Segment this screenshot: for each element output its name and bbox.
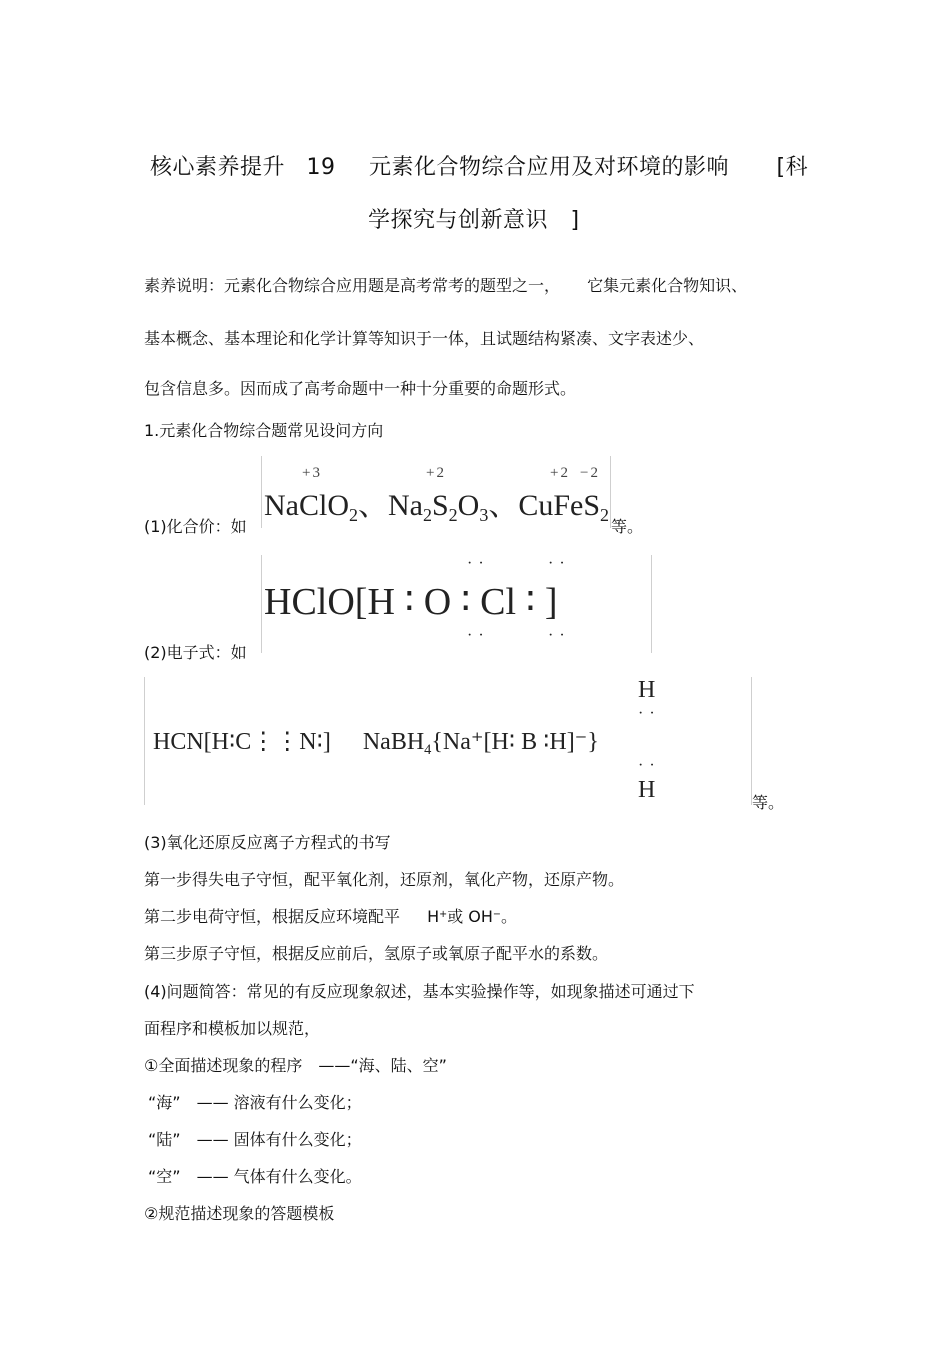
- item3-step2: 第二步电荷守恒，根据反应环境配平 H+或 OH−。: [144, 907, 517, 926]
- item2-label: (2)电子式：如: [144, 643, 247, 662]
- item4-sea: “海” —— 溶液有什么变化；: [148, 1093, 362, 1112]
- item4-procedure: ①全面描述现象的程序 ——“海、陆、空”: [144, 1056, 447, 1075]
- title-part-b: 元素化合物综合应用及对环境的影响: [369, 155, 730, 180]
- formula-text: NaClO$_2$、$Na_2S_2O_3$、CuFeS$_2$: [264, 489, 610, 526]
- hclo-text: [264, 579, 558, 624]
- hcn-structure: HCN[H∶C⋮⋮N∶]: [153, 729, 331, 755]
- item4-air: “空” —— 气体有什么变化。: [148, 1167, 362, 1186]
- title-number: 19: [306, 155, 336, 180]
- dots-cl-bottom: ··: [548, 627, 571, 644]
- step2-h-ion: H: [427, 907, 440, 926]
- title-part-c: [科: [776, 155, 809, 180]
- oxidation-state-formula: [261, 456, 611, 528]
- item3-step1: 第一步得失电子守恒，配平氧化剂，还原剂，氧化产物，还原产物。: [144, 870, 625, 889]
- dots-o-top: ··: [467, 555, 490, 572]
- ox-state-s: +2: [426, 465, 446, 481]
- item3-step3: 第三步原子守恒，根据反应前后，氢原子或氧原子配平水的系数。: [144, 944, 609, 963]
- intro-line-1b: 它集元素化合物知识、: [587, 276, 748, 295]
- ox-state-cl: +3: [302, 465, 322, 481]
- dots-cl-top: ··: [548, 555, 571, 572]
- page-title-line1: [150, 150, 808, 181]
- formula-sep1: 、: [358, 489, 388, 522]
- section-heading: 1.元素化合物综合题常见设问方向: [144, 421, 384, 440]
- nabh4-structure: {Na⁺[H∶ B ∶H]⁻}: [431, 729, 599, 755]
- hcn-nabh4-text: HCN[H∶C⋮⋮N∶] NaBH$_4${Na⁺[H∶ B ∶H]⁻}: [153, 729, 599, 759]
- intro-line-1a: 素养说明：元素化合物综合应用题是高考常考的题型之一，: [144, 276, 561, 295]
- step2-oh-ion: OH: [468, 907, 493, 926]
- ox-state-cu: +2: [550, 465, 570, 481]
- title-part-a: 核心素养提升: [150, 155, 286, 180]
- item2-suffix: 等。: [752, 793, 785, 812]
- ox-state-s2: −2: [580, 465, 600, 481]
- formula-naclo2: NaClO: [264, 489, 349, 522]
- formula-sep2: 、: [488, 489, 519, 522]
- formula-na2s2o3: Na: [388, 489, 423, 522]
- step2-or: 或: [447, 907, 464, 926]
- dots-b-bottom: ··: [638, 757, 661, 774]
- nabh4-name: NaBH: [362, 729, 425, 755]
- page-title-line2: 学探究与创新意识 ]: [368, 208, 580, 233]
- item4-line2: 面程序和模板加以规范，: [144, 1019, 321, 1038]
- item3-heading: (3)氧化还原反应离子方程式的书写: [144, 833, 391, 852]
- intro-line-3: 包含信息多。因而成了高考命题中一种十分重要的命题形式。: [144, 379, 577, 398]
- hclo-electron-formula: [261, 555, 652, 653]
- hclo-name: HClO: [264, 581, 355, 623]
- dots-b-top: ··: [638, 705, 661, 722]
- formula-cufes2: CuFeS: [518, 489, 601, 522]
- step2-end: 。: [500, 907, 517, 926]
- borohydride-h-bottom: H: [638, 777, 656, 803]
- intro-line-2: 基本概念、基本理论和化学计算等知识于一体，且试题结构紧凑、文字表述少、: [144, 329, 705, 348]
- hclo-structure: [H ∶ O ∶ Cl ∶ ]: [354, 581, 558, 623]
- item4-template: ②规范描述现象的答题模板: [144, 1204, 335, 1223]
- item1-suffix: 等。: [611, 517, 644, 536]
- intro-line-1: [144, 273, 747, 296]
- borohydride-h-top: H: [638, 677, 656, 703]
- dots-o-bottom: ··: [467, 627, 490, 644]
- step2-text: 第二步电荷守恒，根据反应环境配平: [144, 907, 401, 926]
- item4-line1: (4)问题简答：常见的有反应现象叙述，基本实验操作等，如现象描述可通过下: [144, 982, 695, 1001]
- item1-label: (1)化合价：如: [144, 517, 247, 536]
- hcn-nabh4-electron-formula: [144, 677, 752, 805]
- item4-land: “陆” —— 固体有什么变化；: [148, 1130, 362, 1149]
